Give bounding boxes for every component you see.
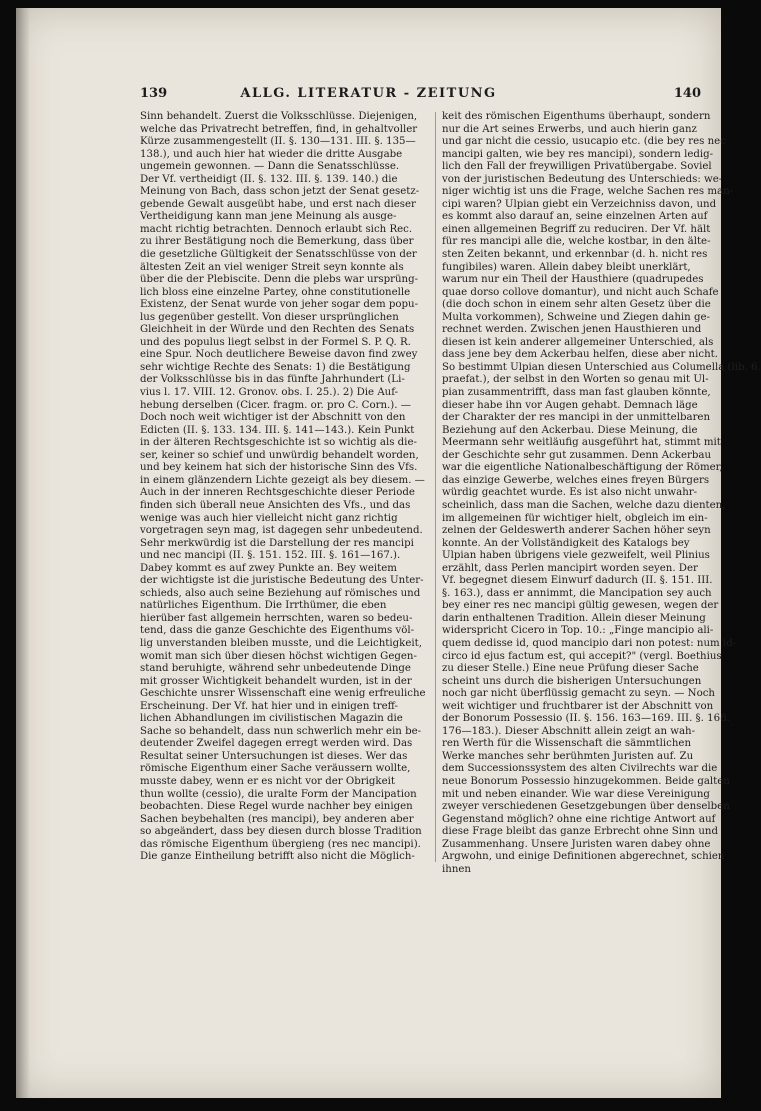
- text-line: Gleichheit in der Würde und den Rechten des Senats: [140, 324, 415, 336]
- text-line: Zusammenhang. Unsere Juristen waren dabey ohne: [442, 838, 711, 850]
- text-line: Ulpian haben übrigens viele gezweifelt, weil Plinius: [442, 550, 710, 562]
- text-line: womit man sich über diesen höchst wichtigen Gegen-: [140, 650, 417, 662]
- text-line: hierüber fast allgemein herrschten, waren so bedeu-: [140, 612, 413, 624]
- text-line: (die doch schon in einem sehr alten Gesetz über die: [442, 299, 711, 311]
- text-line: pian zusammentrifft, dass man fast glauben könnte,: [442, 387, 711, 399]
- text-line: scheint uns durch die bisherigen Untersuchungen: [442, 675, 702, 687]
- text-line: §. 163.), dass er annimmt, die Mancipation sey auch: [442, 587, 712, 599]
- text-line: ser, keiner so schief und unwürdig behandelt worden,: [140, 449, 419, 461]
- text-line: macht richtig betrachten. Dennoch erlaubt sich Rec.: [140, 223, 413, 235]
- text-line: eine Spur. Noch deutlichere Beweise davon find zwey: [140, 349, 418, 361]
- text-line: 176—183.). Dieser Abschnitt allein zeigt an wah-: [442, 725, 696, 737]
- text-line: Sinn behandelt. Zuerst die Volksschlüsse. Diejenigen,: [140, 111, 418, 122]
- text-line: ungemein gewonnen. — Dann die Senatsschlüsse.: [140, 161, 400, 173]
- text-line: Meinung von Bach, dass schon jetzt der Senat gesetz-: [140, 186, 420, 198]
- text-line: dem Successionssystem des alten Civilrechts war die: [442, 763, 718, 775]
- text-line: und nec mancipi (II. §. 151. 152. III. §. 161—167.).: [140, 550, 401, 562]
- text-line: der Volksschlüsse bis in das fünfte Jahrhundert (Li-: [140, 374, 405, 386]
- page-number-left: 139: [140, 86, 168, 101]
- text-line: lichen Abhandlungen im civilistischen Magazin die: [140, 713, 403, 725]
- text-line: hebung derselben (Cicer. fragm. or. pro C. Corn.). —: [140, 399, 411, 411]
- text-line: Vf. begegnet diesem Einwurf dadurch (II. §. 151. III.: [442, 575, 713, 587]
- text-line: zu ihrer Bestätigung noch die Bemerkung, dass über: [140, 236, 414, 248]
- text-line: quae dorso collove domantur), und nicht auch Schafe: [442, 286, 719, 298]
- text-line: und gar nicht die cessio, usucapio etc. (die bey res nec: [442, 136, 726, 148]
- text-line: niger wichtig ist uns die Frage, welche Sachen res man-: [442, 186, 734, 198]
- text-line: Beziehung auf den Ackerbau. Diese Meinung, die: [442, 424, 698, 436]
- text-line: Sache so behandelt, dass nun schwerlich mehr ein be-: [140, 725, 422, 737]
- text-line: Edicten (II. §. 133. 134. III. §. 141—143.). Kein Punkt: [140, 424, 415, 436]
- text-line: welche das Privatrecht betreffen, find, in gehaltvoller: [140, 123, 418, 135]
- text-line: keit des römischen Eigenthums überhaupt, sondern: [442, 111, 711, 122]
- text-line: Doch noch weit wichtiger ist der Abschnitt von den: [140, 412, 406, 424]
- left-text-column: [140, 111, 432, 864]
- text-line: mit grosser Wichtigkeit behandelt wurden, ist in der: [140, 675, 412, 687]
- text-line: der Bonorum Possessio (II. §. 156. 163—169. III. §. 168.: [442, 713, 730, 725]
- text-line: 138.), und auch hier hat wieder die dritte Ausgabe: [140, 148, 403, 160]
- journal-title: ALLG. LITERATUR - ZEITUNG: [240, 86, 497, 101]
- text-line: Multa vorkommen), Schweine und Ziegen dahin ge-: [442, 311, 710, 323]
- text-line: neue Bonorum Possessio hinzugekommen. Beide galten: [442, 775, 730, 787]
- text-line: Sehr merkwürdig ist die Darstellung der res mancipi: [140, 537, 414, 549]
- text-line: über die der Plebiscite. Denn die plebs war ursprüng-: [140, 274, 419, 286]
- text-line: natürliches Eigenthum. Die Irrthümer, die eben: [140, 600, 387, 612]
- text-line: Existenz, der Senat wurde von jeher sogar dem popu-: [140, 299, 419, 311]
- text-line: erzählt, dass Perlen mancipirt worden seyen. Der: [442, 562, 698, 574]
- text-line: tend, dass die ganze Geschichte des Eigenthums völ-: [140, 625, 415, 637]
- text-line: rechnet werden. Zwischen jenen Hausthieren und: [442, 324, 702, 336]
- text-line: stand beruhigte, während sehr unbedeutende Dinge: [140, 663, 411, 675]
- text-line: Sachen beybehalten (res mancipi), bey anderen aber: [140, 813, 414, 825]
- text-line: schieds, also auch seine Beziehung auf römisches und: [140, 587, 421, 599]
- text-line: so abgeändert, dass bey diesen durch blosse Tradition: [140, 826, 422, 838]
- text-line: darin enthaltenen Tradition. Allein dieser Meinung: [442, 612, 706, 624]
- text-line: der Geschichte sehr gut zusammen. Denn Ackerbau: [442, 449, 712, 461]
- text-line: würdig geachtet wurde. Es ist also nicht unwahr-: [442, 487, 698, 499]
- text-line: Gegenstand möglich? ohne eine richtige Antwort auf: [442, 813, 716, 825]
- text-line: widerspricht Cicero in Top. 10.: „Finge mancipio ali-: [442, 625, 714, 637]
- text-line: mit und neben einander. Wie war diese Vereinigung: [442, 788, 710, 800]
- text-line: lus gegenüber gestellt. Von dieser ursprünglichen: [140, 311, 399, 323]
- text-line: lich bloss eine einzelne Partey, ohne constitutionelle: [140, 286, 411, 298]
- text-line: cipi waren? Ulpian giebt ein Verzeichniss davon, und: [442, 198, 717, 210]
- text-line: Auch in der inneren Rechtsgeschichte dieser Periode: [140, 487, 415, 499]
- text-line: dass jene bey dem Ackerbau helfen, diese aber nicht.: [442, 349, 718, 361]
- text-line: circo id ejus factum est, qui accepit?" (vergl. Boethius: [442, 650, 722, 662]
- text-line: quem dedisse id, quod mancipio dari non potest: num id-: [442, 637, 737, 649]
- text-line: und bey keinem hat sich der historische Sinn des Vfs.: [140, 462, 418, 474]
- text-line: der Charakter der res mancipi in der unmittelbaren: [442, 412, 711, 424]
- text-line: sten Zeiten bekannt, und erkennbar (d. h. nicht res: [442, 249, 708, 261]
- text-line: Vertheidigung kann man jene Meinung als ausge-: [140, 211, 397, 223]
- text-line: Geschichte unsrer Wissenschaft eine wenig erfreuliche: [140, 688, 426, 700]
- text-line: Meermann sehr weitläufig ausgeführt hat, stimmt mit: [442, 437, 721, 449]
- text-line: mancipi galten, wie bey res mancipi), sondern ledig-: [442, 148, 714, 160]
- text-line: deutender Zweifel dagegen erregt werden wird. Das: [140, 738, 413, 750]
- text-line: Der Vf. vertheidigt (II. §. 132. III. §. 139. 140.) die: [140, 173, 398, 185]
- text-line: bey einer res nec mancipi gültig gewesen, wegen der: [442, 600, 719, 612]
- text-line: die gesetzliche Gültigkeit der Senatsschlüsse von der: [140, 249, 417, 261]
- text-line: Resultat seiner Untersuchungen ist dieses. Wer das: [140, 750, 408, 762]
- text-line: in der älteren Rechtsgeschichte ist so wichtig als die-: [140, 437, 417, 449]
- text-line: praefat.), der selbst in den Worten so genau mit Ul-: [442, 374, 709, 386]
- text-line: es kommt also darauf an, seine einzelnen Arten auf: [442, 211, 708, 223]
- text-line: scheinlich, dass man die Sachen, welche dazu dienten,: [442, 499, 726, 511]
- text-line: sehr wichtige Rechte des Senats: 1) die Bestätigung: [140, 361, 411, 373]
- text-line: dieser habe ihn vor Augen gehabt. Demnach läge: [442, 399, 698, 411]
- text-line: römische Eigenthum einer Sache veräussern wollte,: [140, 763, 411, 775]
- newspaper-page: [16, 8, 761, 1098]
- text-line: der wichtigste ist die juristische Bedeutung des Unter-: [140, 575, 424, 587]
- text-line: finden sich überall neue Ansichten des Vfs., und das: [140, 499, 411, 511]
- text-line: diesen ist kein anderer allgemeiner Unterschied, als: [442, 336, 714, 348]
- text-line: das römische Eigenthum übergieng (res nec mancipi).: [140, 838, 421, 850]
- text-line: konnte. An der Vollständigkeit des Katalogs bey: [442, 537, 690, 549]
- text-line: ältesten Zeit an viel weniger Streit seyn konnte als: [140, 261, 404, 273]
- text-line: Erscheinung. Der Vf. hat hier und in einigen treff-: [140, 700, 398, 712]
- text-line: für res mancipi alle die, welche kostbar, in den älte-: [442, 236, 711, 248]
- text-line: ren Werth für die Wissenschaft die sämmtlichen: [442, 738, 692, 750]
- text-line: lig unverstanden bleiben musste, und die Leichtigkeit,: [140, 637, 422, 649]
- text-line: vorgetragen seyn mag, ist dagegen sehr unbedeutend.: [140, 525, 423, 537]
- text-line: ihnen: [442, 863, 471, 875]
- text-line: vius l. 17. VIII. 12. Gronov. obs. I. 25.). 2) Die Auf-: [140, 387, 399, 399]
- text-line: wenige was auch hier vielleicht nicht ganz richtig: [140, 512, 398, 524]
- text-line: beobachten. Diese Regel wurde nachher bey einigen: [140, 801, 413, 813]
- text-line: Argwohn, und einige Definitionen abgerechnet, schien: [442, 851, 725, 863]
- text-line: lich den Fall der freywilligen Privatübergabe. Soviel: [442, 161, 712, 173]
- page-number-right: 140: [673, 86, 701, 101]
- text-line: zelnen der Geldeswerth anderer Sachen höher seyn: [442, 525, 711, 537]
- text-line: gebende Gewalt ausgeübt habe, und erst nach dieser: [140, 198, 416, 210]
- text-line: war die eigentliche Nationalbeschäftigung der Römer,: [442, 462, 723, 474]
- text-line: weit wichtiger und fruchtbarer ist der Abschnitt von: [442, 700, 714, 712]
- text-line: und des populus liegt selbst in der Formel S. P. Q. R.: [140, 336, 411, 348]
- page-edge-shadow: [16, 8, 30, 1098]
- text-line: zu dieser Stelle.) Eine neue Prüfung dieser Sache: [442, 663, 699, 675]
- text-line: thun wollte (cessio), die uralte Form der Mancipation: [140, 788, 417, 800]
- text-line: im allgemeinen für wichtiger hielt, obgleich im ein-: [442, 512, 708, 524]
- text-line: von der juristischen Bedeutung des Unterschieds: we-: [442, 173, 723, 185]
- right-text-column: [442, 111, 761, 876]
- text-line: Werke manches sehr berühmten Juristen auf. Zu: [442, 750, 694, 762]
- column-divider: [435, 112, 436, 862]
- text-line: in einem glänzendern Lichte gezeigt als bey diesem. —: [140, 474, 425, 486]
- text-line: noch gar nicht überflüssig gemacht zu seyn. — Noch: [442, 688, 715, 700]
- text-line: zweyer verschiedenen Gesetzgebungen über denselben: [442, 801, 730, 813]
- page-header: [16, 86, 721, 110]
- text-line: nur die Art seines Erwerbs, und auch hierin ganz: [442, 123, 697, 135]
- text-line: das einzige Gewerbe, welches eines freyen Bürgers: [442, 474, 710, 486]
- text-line: fungibiles) waren. Allein dabey bleibt unerklärt,: [442, 261, 691, 273]
- text-line: Kürze zusammengestellt (II. §. 130—131. III. §. 135—: [140, 136, 416, 148]
- text-line: Dabey kommt es auf zwey Punkte an. Bey weitem: [140, 562, 397, 574]
- text-line: warum nur ein Theil der Hausthiere (quadrupedes: [442, 274, 704, 286]
- text-line: diese Frage bleibt das ganze Erbrecht ohne Sinn und: [442, 826, 718, 838]
- text-line: Die ganze Eintheilung betrifft also nicht die Möglich-: [140, 851, 415, 863]
- text-line: musste dabey, wenn er es nicht vor der Obrigkeit: [140, 775, 395, 787]
- text-line: einen allgemeinen Begriff zu reduciren. Der Vf. hält: [442, 223, 711, 235]
- text-line: So bestimmt Ulpian diesen Unterschied aus Columella (lib. 6.: [442, 361, 761, 373]
